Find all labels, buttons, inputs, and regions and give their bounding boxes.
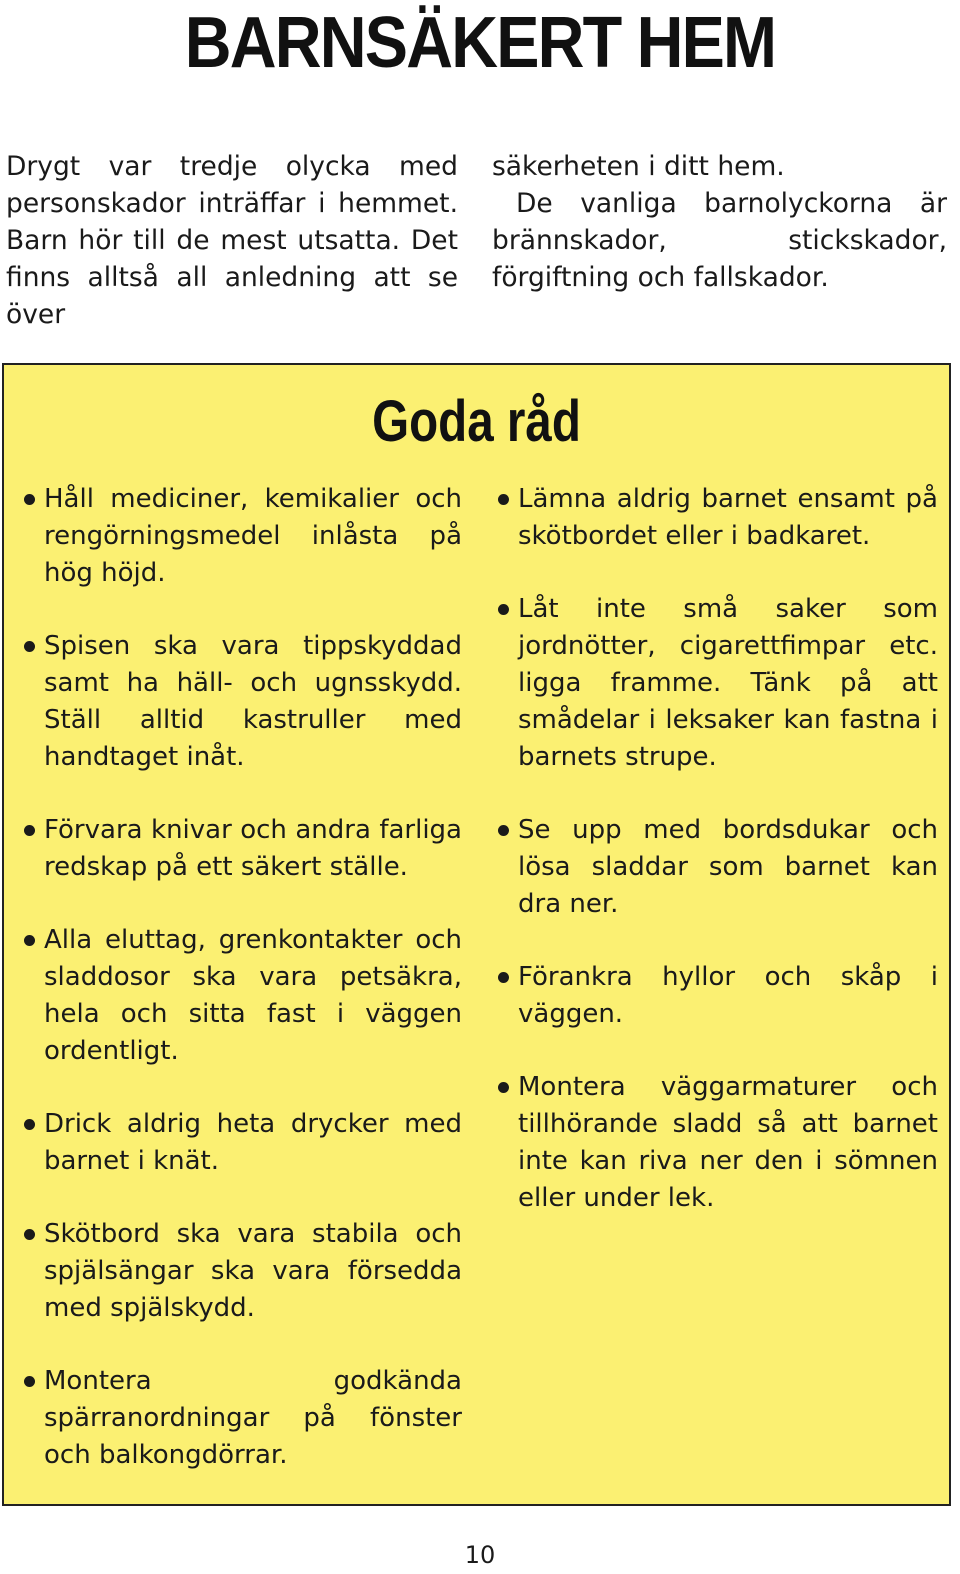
intro-left-column [6, 148, 458, 333]
advice-item-text: Se upp med bordsdukar och lösa sladdar som barnet kan dra ner. [518, 815, 938, 919]
advice-list-left [24, 481, 462, 1510]
advice-item [24, 812, 462, 886]
advice-item-text: Lämna aldrig barnet ensamt på skötbordet eller i badkaret. [518, 484, 938, 551]
advice-item [498, 812, 938, 923]
advice-item-text: Alla eluttag, grenkontakter och sladdosor ska vara petsäkra, hela och sitta fast i väggen ordentligt. [44, 925, 462, 1066]
advice-item-text: Spisen ska vara tippskyddad samt ha häll- och ugnsskydd. Ställ alltid kastruller med handtaget inåt. [44, 631, 462, 772]
advice-item [24, 922, 462, 1070]
page-title: BARNSÄKERT HEM [184, 3, 776, 83]
bullet-icon [24, 1229, 35, 1240]
advice-item-text: Håll mediciner, kemikalier och rengörningsmedel inlåsta på hög höjd. [44, 484, 462, 588]
intro-right-column [492, 148, 947, 296]
advice-item-text: Montera väggarmaturer och tillhörande sladd så att barnet inte kan riva ner den i sömnen eller under lek. [518, 1072, 938, 1213]
bullet-icon [24, 935, 35, 946]
advice-item-text: Montera godkända spärranordningar på fönster och balkongdörrar. [44, 1366, 462, 1470]
advice-item [498, 959, 938, 1033]
advice-item [24, 1216, 462, 1327]
bullet-icon [24, 1376, 35, 1387]
advice-item [498, 1069, 938, 1217]
advice-item-text: Förankra hyllor och skåp i väggen. [518, 962, 938, 1029]
advice-item [24, 628, 462, 776]
advice-item [498, 481, 938, 555]
advice-item-text: Skötbord ska vara stabila och spjälsängar ska vara försedda med spjälskydd. [44, 1219, 462, 1323]
intro-paragraph-2: De vanliga barnolyckorna är brännskador, stickskador, förgiftning och fallskador. [492, 188, 947, 293]
advice-title: Goda råd [372, 389, 581, 454]
advice-item-text: Drick aldrig heta drycker med barnet i knät. [44, 1109, 462, 1176]
bullet-icon [498, 825, 509, 836]
advice-item [498, 591, 938, 776]
advice-list-right [498, 481, 938, 1253]
advice-item [24, 481, 462, 592]
advice-item-text: Låt inte små saker som jordnötter, cigarettfimpar etc. ligga framme. Tänk på att smådelar i leksaker kan fastna i barnets strupe. [518, 594, 938, 772]
page-number: 10 [464, 1541, 496, 1569]
advice-item [24, 1363, 462, 1474]
intro-paragraph-1: Drygt var tredje olycka med personskador inträffar i hemmet. Barn hör till de mest utsatta. Det finns alltså all anledning att se över [6, 151, 458, 330]
advice-item-text: Förvara knivar och andra farliga redskap på ett säkert ställe. [44, 815, 462, 882]
bullet-icon [498, 1082, 509, 1093]
intro-paragraph-1-end: säkerheten i ditt hem. [492, 151, 785, 182]
bullet-icon [24, 825, 35, 836]
advice-box [2, 363, 951, 1506]
advice-item [24, 1106, 462, 1180]
bullet-icon [24, 641, 35, 652]
bullet-icon [24, 494, 35, 505]
bullet-icon [498, 604, 509, 615]
bullet-icon [498, 972, 509, 983]
bullet-icon [498, 494, 509, 505]
bullet-icon [24, 1119, 35, 1130]
